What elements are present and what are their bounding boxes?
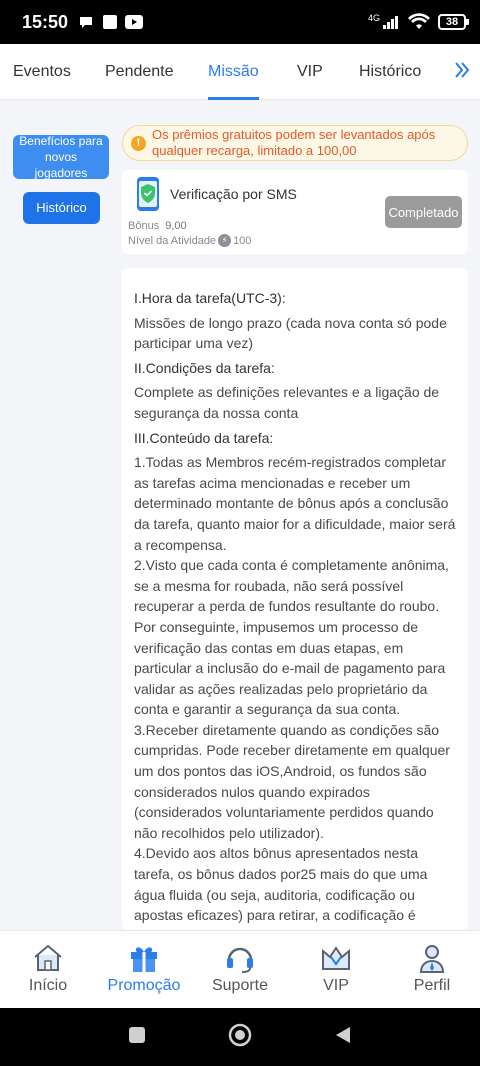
section-heading: II.Condições da tarefa: [134,359,275,376]
nav-inicio[interactable] [0,931,96,1008]
home-icon [32,943,64,973]
top-tab-bar [0,44,480,100]
nav-label: Início [28,977,68,994]
task-description [122,268,468,930]
section-heading: I.Hora da tarefa(UTC-3): [134,290,286,306]
nav-label: VIP [323,977,349,994]
headset-icon [224,943,256,973]
shield-check-icon [136,176,160,212]
section-text: Complete as definições relevantes e a ligação de segurança da nossa conta [134,384,440,421]
bottom-nav [0,930,480,1008]
task-bonus [128,220,187,232]
status-right [368,14,466,30]
wifi-icon [408,14,430,30]
tab-vip[interactable]: VIP [297,62,323,80]
nav-promocao[interactable] [96,931,192,1008]
back-triangle-icon[interactable] [334,1025,352,1050]
network-label: 4G [367,13,380,23]
section-heading: III.Conteúdo da tarefa: [134,429,274,446]
status-left-icons [78,14,142,30]
double-chevron-right-icon[interactable] [454,60,470,86]
nav-suporte[interactable] [192,931,288,1008]
bonus-label: Bônus [128,220,160,232]
status-time: 15:50 [22,11,69,32]
status-bar [0,0,480,44]
tab-missao[interactable]: Missão [208,44,259,100]
level-label: Nível da Atividade [128,234,217,247]
lightning-icon: ⚡ [218,234,231,247]
chat-bubble-icon [78,14,94,30]
bonus-value: 9,00 [165,220,187,232]
exclamation-icon: ! [131,136,146,151]
gift-icon [128,943,160,973]
section-text: Missões de longo prazo (cada nova conta só pode participar uma vez) [134,314,447,352]
section-text: 1.Todas as Membros recém-registrados completar as tarefas acima mencionadas e receber um determinado montante de bônus após a conclusão da tarefa, quanto maior for a dificuldade, maior será a recompensa. [134,454,456,553]
historico-button[interactable]: Histórico [23,192,100,224]
notice-banner [122,125,468,161]
task-title: Verificação por SMS [170,186,297,202]
signal-icon [382,14,400,30]
crown-icon [320,943,352,973]
section-text: 3.Receber diretamente quando as condições são cumpridas. Pode receber diretamente em qualquer um dos pontos das iOS,Android, os fundos são considerados nulos quando expirados (considerados voluntariamente perdidos quando não recolhidos pelo utilizador). [134,721,450,841]
nav-label: Promoção [107,977,181,994]
recent-apps-icon[interactable] [128,1026,146,1049]
tab-eventos[interactable]: Eventos [13,62,71,80]
user-icon [416,943,448,973]
app-square-icon [102,14,118,30]
home-circle-icon[interactable] [228,1023,252,1052]
completed-button[interactable]: Completado [385,196,462,228]
nav-vip[interactable] [288,931,384,1008]
notice-text: Os prêmios gratuitos podem ser levantados após qualquer recarga, limitado a 100,00 [152,127,436,158]
section-text: 4.Devido aos altos bônus apresentados nesta tarefa, os bônus dados por25 mais do que uma água fluida (ou seja, auditoria, codificação ou apostas eficazes) para retirar, a codificação é [134,845,428,924]
section-text: 2.Visto que cada conta é completamente anônima, se a mesma for roubada, não será possível recuperar a perda de fundos resultante do roubo. Por conseguinte, impusemos um processo de verificação das contas em duas etapas, em particular a inclusão do e-mail de pagamento para validar as ações realizadas pelo proprietário da conta e garantir a segurança da sua conta. [134,557,449,718]
nav-perfil[interactable] [384,931,480,1008]
beneficios-button[interactable]: Benefícios para novos jogadores [13,135,109,179]
task-card [122,170,468,254]
level-value: 100 [233,234,252,247]
system-nav-bar [0,1008,480,1066]
nav-label: Suporte [211,977,269,994]
tab-pendente[interactable]: Pendente [105,62,174,80]
tab-historico[interactable]: Histórico [359,62,422,80]
task-level [128,234,251,247]
nav-label: Perfil [413,977,451,994]
youtube-icon [126,14,142,30]
battery-icon: 38 [438,14,466,30]
